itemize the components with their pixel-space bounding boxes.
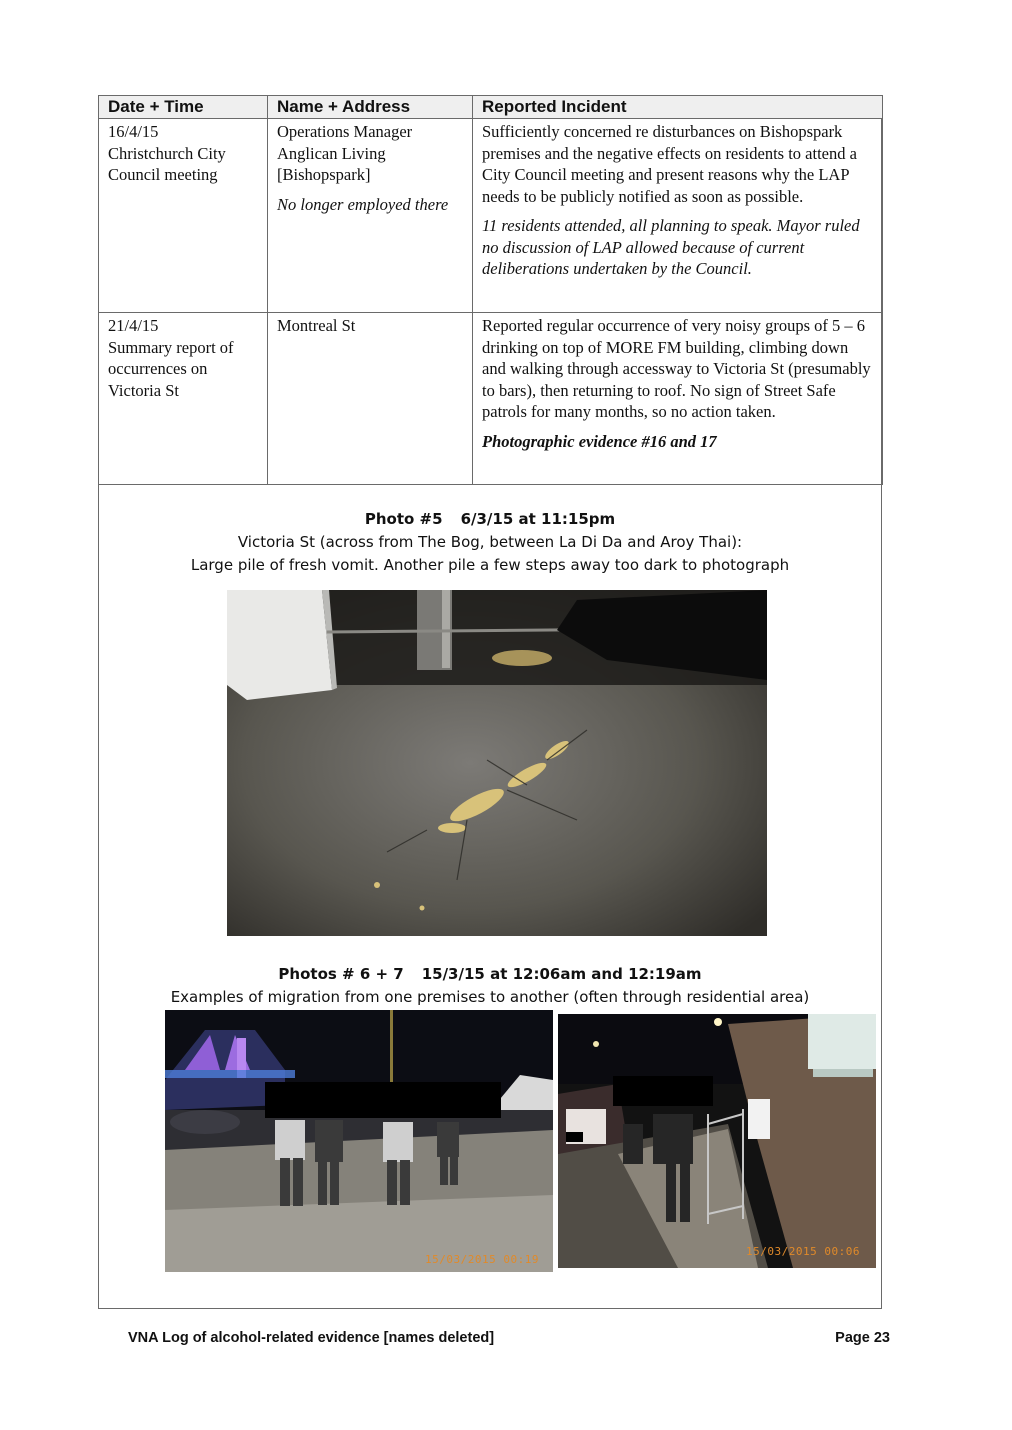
photo5-caption: [100, 508, 880, 577]
incident-cell: [473, 119, 883, 313]
photo67-label: Photos # 6 + 7: [278, 965, 404, 983]
table-row: [99, 119, 883, 313]
photo67-when: 15/3/15 at 12:06am and 12:19am: [421, 965, 702, 983]
incident-note: Photographic evidence #16 and 17: [482, 431, 717, 451]
photo5-image: [227, 590, 767, 936]
incident-note: 11 residents attended, all planning to speak. Mayor ruled no discussion of LAP allowed because of current deliberations undertaken by the Council.: [482, 216, 860, 278]
photo5-label: Photo #5: [364, 510, 443, 528]
photo5-title: [100, 508, 880, 531]
name-value: Operations Manager Anglican Living [Bishopspark]: [277, 122, 413, 184]
date-value: 16/4/15: [108, 122, 159, 141]
name-cell: [268, 119, 473, 313]
column-header-date: Date + Time: [99, 96, 268, 119]
photo6-timestamp: 15/03/2015 00:19: [425, 1253, 539, 1266]
photo5-when: 6/3/15 at 11:15pm: [460, 510, 616, 528]
table-header-row: [99, 96, 883, 119]
date-note: Christchurch City Council meeting: [108, 143, 226, 184]
incident-text: Reported regular occurrence of very noisy groups of 5 – 6 drinking on top of MORE FM building, climbing down and walking through accessway to Victoria St (presumably to bars), then returning to roof. No sign of Street Safe patrols for many months, so no action taken.: [482, 316, 871, 421]
name-cell: [268, 313, 473, 485]
column-header-name: Name + Address: [268, 96, 473, 119]
photo7-timestamp: 15/03/2015 00:06: [746, 1245, 860, 1258]
photo7-image: [558, 1014, 876, 1268]
name-note: No longer employed there: [277, 194, 449, 214]
vomit-on-pavement-illustration: [227, 590, 767, 936]
date-note: Summary report of occurrences on Victoria St: [108, 337, 234, 400]
incident-log-table: [98, 95, 883, 485]
date-value: 21/4/15: [108, 316, 159, 335]
redaction-bar: [265, 1082, 501, 1118]
photo67-title: [100, 963, 880, 986]
photo67-caption: [100, 963, 880, 1009]
table-row: [99, 313, 883, 485]
incident-cell: [473, 313, 883, 485]
page-number: Page 23: [835, 1330, 890, 1346]
photo5-line2: Large pile of fresh vomit. Another pile a few steps away too dark to photograph: [190, 556, 790, 574]
redaction-bar: [613, 1076, 713, 1106]
photo6-image: [165, 1010, 553, 1272]
redaction-bar: [566, 1132, 583, 1142]
column-header-incident: Reported Incident: [473, 96, 883, 119]
name-value: Montreal St: [277, 316, 356, 335]
incident-text: Sufficiently concerned re disturbances on Bishopspark premises and the negative effects on residents to attend a City Council meeting and present reasons why the LAP needs to be publicly notified as soon as possible.: [482, 122, 857, 206]
footer-title: VNA Log of alcohol-related evidence [names deleted]: [128, 1330, 495, 1346]
date-cell: [99, 119, 268, 313]
photo5-line1: Victoria St (across from The Bog, between La Di Da and Aroy Thai):: [237, 533, 743, 551]
photo67-line1: Examples of migration from one premises to another (often through residential area): [170, 988, 810, 1006]
date-cell: [99, 313, 268, 485]
street-crowd-illustration: [165, 1010, 553, 1272]
footpath-crowd-illustration: [558, 1014, 876, 1268]
